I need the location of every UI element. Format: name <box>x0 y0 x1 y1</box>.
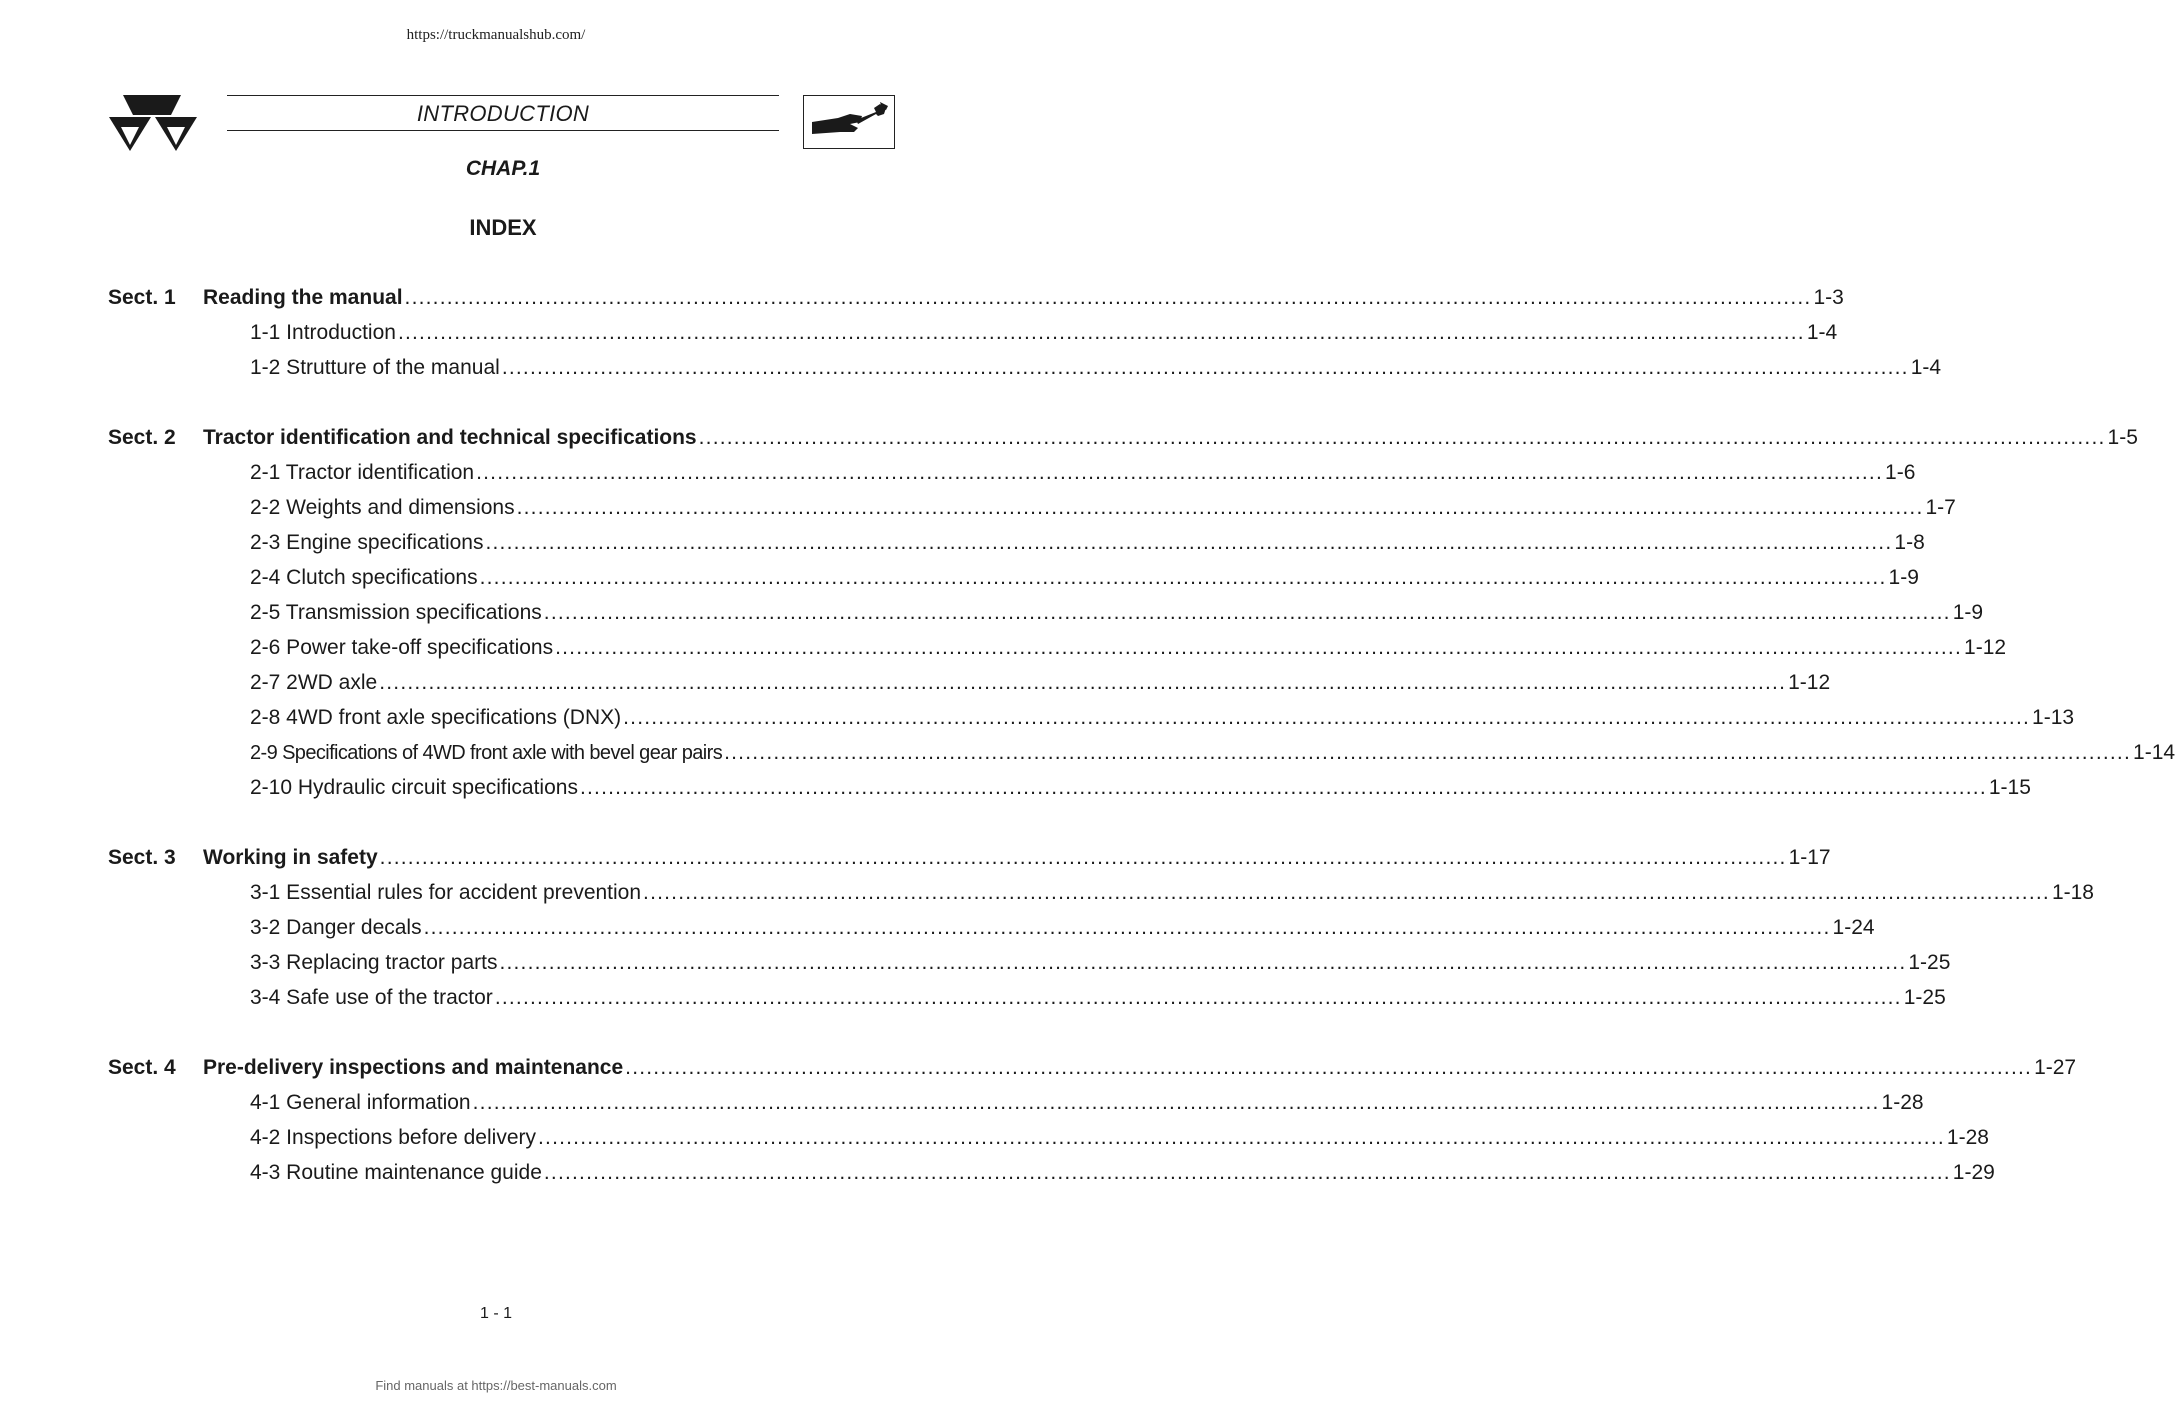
dot-leader: ........................................................................................................................................................................................................ <box>499 951 1907 974</box>
toc-item-entry[interactable] <box>250 528 1925 558</box>
toc-item-label: 2-4 Clutch specifications <box>250 566 478 589</box>
toc-item-entry[interactable] <box>250 878 2094 908</box>
toc-section-entry[interactable] <box>203 843 1831 873</box>
dot-leader: ........................................................................................................................................................................................................ <box>494 986 1902 1009</box>
toc-item-row <box>0 668 1831 698</box>
toc-page-number: 1-5 <box>2107 426 2138 449</box>
toc-item-label: 3-2 Danger decals <box>250 916 422 939</box>
dot-leader: ........................................................................................................................................................................................................ <box>698 426 2106 449</box>
chapter-label: CHAP.1 <box>465 157 541 180</box>
toc-item-entry[interactable] <box>250 913 1875 943</box>
toc-page-number: 1-18 <box>2051 881 2094 904</box>
dot-leader: ........................................................................................................................................................................................................ <box>472 1091 1880 1114</box>
dot-leader: ........................................................................................................................................................................................................ <box>476 461 1884 484</box>
toc-item-row <box>0 353 1942 383</box>
toc-section-entry[interactable] <box>203 1053 2077 1083</box>
toc-section-row <box>0 283 1844 313</box>
toc-item-row <box>0 563 1919 593</box>
toc-item-entry[interactable] <box>250 773 2031 803</box>
toc-page-number: 1-28 <box>1881 1091 1924 1114</box>
dot-leader: ........................................................................................................................................................................................................ <box>543 1161 1951 1184</box>
index-title: INDEX <box>469 215 537 240</box>
toc-item-label: 4-3 Routine maintenance guide <box>250 1161 542 1184</box>
toc-item-row <box>0 948 1951 978</box>
toc-section-row <box>0 1053 2077 1083</box>
toc-item-entry[interactable] <box>250 458 1916 488</box>
dot-leader: ........................................................................................................................................................................................................ <box>643 881 2050 904</box>
source-url: https://truckmanualshub.com/ <box>406 27 586 43</box>
toc-page-number: 1-4 <box>1910 356 1942 379</box>
toc-section-number: Sect. 4 <box>108 1056 176 1079</box>
toc-item-row <box>0 738 2175 768</box>
toc-item-row <box>0 773 2031 803</box>
toc-page-number: 1-9 <box>1952 601 1984 624</box>
toc-item-entry[interactable] <box>250 703 2075 733</box>
toc-section-entry[interactable] <box>203 423 2138 453</box>
dot-leader: ........................................................................................................................................................................................................ <box>379 671 1787 694</box>
dot-leader: ........................................................................................................................................................................................................ <box>724 741 2132 764</box>
toc-page-number: 1-15 <box>1988 776 2031 799</box>
toc-item-entry[interactable] <box>250 668 1831 698</box>
toc-page-number: 1-25 <box>1908 951 1951 974</box>
dot-leader: ........................................................................................................................................................................................................ <box>485 531 1893 554</box>
toc-item-row <box>0 318 1838 348</box>
toc-page-number: 1-4 <box>1806 321 1838 344</box>
toc-item-label: 1-2 Strutture of the manual <box>250 356 500 379</box>
toc-page-number: 1-12 <box>1788 671 1831 694</box>
toc-item-label: 2-6 Power take-off specifications <box>250 636 554 659</box>
toc-item-entry[interactable] <box>250 738 2175 768</box>
toc-page-number: 1-29 <box>1952 1161 1995 1184</box>
dot-leader: ........................................................................................................................................................................................................ <box>623 706 2031 729</box>
toc-item-row <box>0 1123 1989 1153</box>
dot-leader: ........................................................................................................................................................................................................ <box>423 916 1831 939</box>
toc-section-entry[interactable] <box>203 283 1844 313</box>
toc-item-row <box>0 458 1916 488</box>
toc-item-label: 3-3 Replacing tractor parts <box>250 951 498 974</box>
toc-item-entry[interactable] <box>250 948 1951 978</box>
toc-page-number: 1-7 <box>1925 496 1956 519</box>
toc-page-number: 1-24 <box>1832 916 1875 939</box>
toc-item-label: 2-5 Transmission specifications <box>250 601 542 624</box>
toc-page-number: 1-8 <box>1894 531 1925 554</box>
toc-item-entry[interactable] <box>250 1123 1989 1153</box>
toc-item-row <box>0 633 2007 663</box>
toc-item-row <box>0 598 1984 628</box>
toc-page-number: 1-25 <box>1903 986 1946 1009</box>
toc-item-entry[interactable] <box>250 353 1942 383</box>
toc-item-row <box>0 983 1946 1013</box>
toc-page-number: 1-17 <box>1788 846 1831 869</box>
toc-item-row <box>0 913 1875 943</box>
toc-page-number: 1-27 <box>2034 1056 2077 1079</box>
toc-section-row <box>0 843 1831 873</box>
toc-item-label: 2-8 4WD front axle specifications (DNX) <box>250 706 622 729</box>
toc-section-title: Tractor identification and technical specifications <box>203 426 697 449</box>
toc-item-label: 2-2 Weights and dimensions <box>250 496 515 519</box>
toc-page-number: 1-14 <box>2133 741 2175 764</box>
toc-section-title: Reading the manual <box>203 286 403 309</box>
toc-section-title: Working in safety <box>203 846 378 869</box>
toc-item-label: 3-4 Safe use of the tractor <box>250 986 493 1009</box>
section-title: INTRODUCTION <box>416 101 590 126</box>
dot-leader: ........................................................................................................................................................................................................ <box>625 1056 2033 1079</box>
toc-section-number: Sect. 2 <box>108 426 176 449</box>
dot-leader: ........................................................................................................................................................................................................ <box>538 1126 1945 1149</box>
dot-leader: ........................................................................................................................................................................................................ <box>404 286 1812 309</box>
toc-item-label: 2-9 Specifications of 4WD front axle with bevel gear pairs <box>250 742 723 764</box>
toc-item-label: 2-7 2WD axle <box>250 671 378 694</box>
toc-item-label: 4-2 Inspections before delivery <box>250 1126 536 1149</box>
toc-section-number: Sect. 3 <box>108 846 176 869</box>
toc-item-entry[interactable] <box>250 598 1984 628</box>
toc-item-row <box>0 493 1956 523</box>
toc-item-entry[interactable] <box>250 493 1956 523</box>
toc-item-label: 4-1 General information <box>250 1091 471 1114</box>
toc-item-entry[interactable] <box>250 563 1919 593</box>
toc-item-label: 2-1 Tractor identification <box>250 461 475 484</box>
dot-leader: ........................................................................................................................................................................................................ <box>543 601 1951 624</box>
toc-page-number: 1-3 <box>1813 286 1844 309</box>
toc-item-entry[interactable] <box>250 633 2007 663</box>
dot-leader: ........................................................................................................................................................................................................ <box>479 566 1887 589</box>
toc-item-row <box>0 528 1925 558</box>
toc-page-number: 1-6 <box>1885 461 1916 484</box>
toc-page-number: 1-9 <box>1888 566 1919 589</box>
toc-section-title: Pre-delivery inspections and maintenance <box>203 1056 624 1079</box>
page-number: 1 - 1 <box>479 1305 512 1322</box>
dot-leader: ........................................................................................................................................................................................................ <box>501 356 1909 379</box>
toc-section-row <box>0 423 2138 453</box>
toc-page-number: 1-28 <box>1946 1126 1989 1149</box>
dot-leader: ........................................................................................................................................................................................................ <box>516 496 1924 519</box>
toc-item-label: 2-10 Hydraulic circuit specifications <box>250 776 578 799</box>
toc-item-row <box>0 1158 1995 1188</box>
toc-page-number: 1-13 <box>2032 706 2075 729</box>
toc-section-number: Sect. 1 <box>108 286 176 309</box>
dot-leader: ........................................................................................................................................................................................................ <box>579 776 1987 799</box>
toc-item-row <box>0 703 2075 733</box>
toc-item-label: 3-1 Essential rules for accident prevention <box>250 881 642 904</box>
dot-leader: ........................................................................................................................................................................................................ <box>397 321 1805 344</box>
toc-item-entry[interactable] <box>250 1088 1924 1118</box>
toc-item-entry[interactable] <box>250 1158 1995 1188</box>
dot-leader: ........................................................................................................................................................................................................ <box>379 846 1787 869</box>
toc-item-entry[interactable] <box>250 318 1838 348</box>
toc-item-label: 2-3 Engine specifications <box>250 531 484 554</box>
toc-item-entry[interactable] <box>250 983 1946 1013</box>
toc-page-number: 1-12 <box>1964 636 2007 659</box>
toc-item-label: 1-1 Introduction <box>250 321 396 344</box>
footer-link[interactable]: Find manuals at https://best-manuals.com <box>375 1378 617 1393</box>
dot-leader: ........................................................................................................................................................................................................ <box>555 636 1963 659</box>
toc-item-row <box>0 878 2094 908</box>
toc-item-row <box>0 1088 1924 1118</box>
